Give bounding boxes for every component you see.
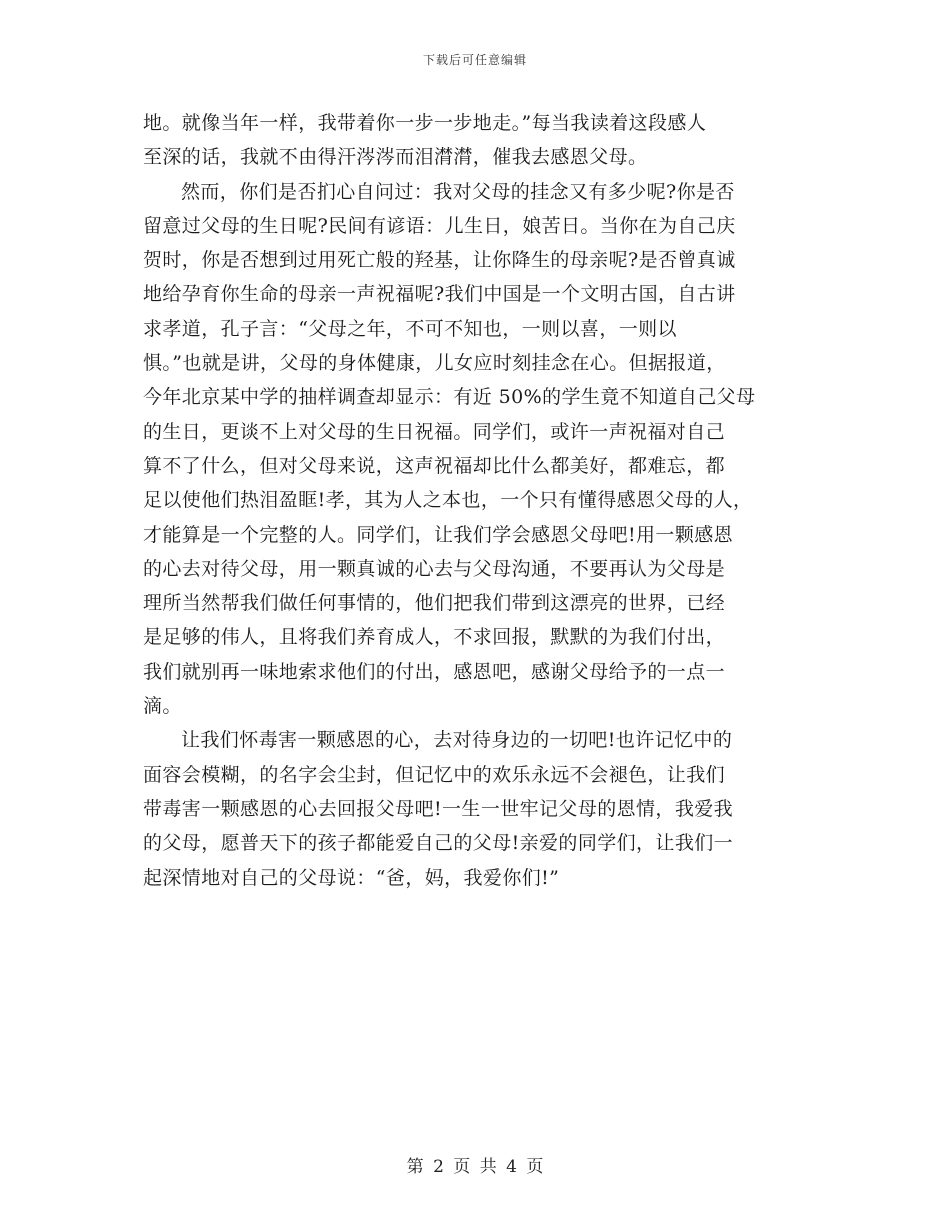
paragraph-start-line: 让我们怀毒害一颗感恩的心，去对待身边的一切吧!也许记忆中的	[181, 729, 733, 752]
text-line: 的父母，愿普天下的孩子都能爱自己的父母!亲爱的同学们，让我们一	[143, 832, 734, 855]
text-line: 贺时，你是否想到过用死亡般的羟基，让你降生的母亲呢?是否曾真诚	[143, 249, 736, 272]
text-line: 地。就像当年一样，我带着你一步一步地走。”每当我读着这段感人	[143, 112, 707, 134]
text-line: 求孝道，孔子言：“父母之年，不可不知也，一则以喜，一则以	[143, 317, 677, 340]
text-line: 算不了什么，但对父母来说，这声祝福却比什么都美好，都难忘，都	[143, 454, 726, 477]
text-line: 地给孕育你生命的母亲一声祝福呢?我们中国是一个文明古国，自古讲	[143, 283, 736, 306]
text-line: 留意过父母的生日呢?民间有谚语：儿生日，娘苦日。当你在为自己庆	[143, 214, 736, 237]
text-line: 带毒害一颗感恩的心去回报父母吧!一生一世牢记父母的恩情，我爱我	[143, 797, 734, 820]
page-header: 下载后可任意编辑	[422, 53, 527, 67]
text-line: 至深的话，我就不由得汗涔涔而泪潸潸，催我去感恩父母。	[143, 146, 648, 169]
text-line: 的生日，更谈不上对父母的生日祝福。同学们，或许一声祝福对自己	[143, 420, 726, 443]
text-line: 是足够的伟人，且将我们养育成人，不求回报，默默的为我们付出，	[143, 626, 726, 649]
text-line: 起深情地对自己的父母说：“爸，妈，我爱你们!”	[143, 866, 560, 889]
text-line: 我们就别再一味地索求他们的付出，感恩吧，感谢父母给予的一点一	[143, 660, 726, 683]
text-line: 足以使他们热泪盈眶!孝，其为人之本也，一个只有懂得感恩父母的人，	[143, 489, 753, 512]
text-line: 理所当然帮我们做任何事情的，他们把我们带到这漂亮的世界，已经	[143, 592, 726, 615]
text-line: 今年北京某中学的抽样调查却显示：有近 50%的学生竟不知道自己父母	[143, 386, 756, 409]
paragraph-start-line: 然而，你们是否扪心自问过：我对父母的挂念又有多少呢?你是否	[181, 180, 735, 203]
text-line: 滴。	[143, 695, 182, 718]
text-line: 面容会模糊，的名字会尘封，但记忆中的欢乐永远不会褪色，让我们	[143, 763, 726, 786]
text-line: 的心去对待父母，用一颗真诚的心去与父母沟通，不要再认为父母是	[143, 557, 726, 580]
page-number-footer: 第 2 页 共 4 页	[406, 1157, 544, 1177]
text-line: 惧。”也就是讲，父母的身体健康，儿女应时刻挂念在心。但据报道，	[143, 352, 726, 375]
text-line: 才能算是一个完整的人。同学们，让我们学会感恩父母吧!用一颗感恩	[143, 523, 734, 546]
document-body	[143, 106, 823, 895]
